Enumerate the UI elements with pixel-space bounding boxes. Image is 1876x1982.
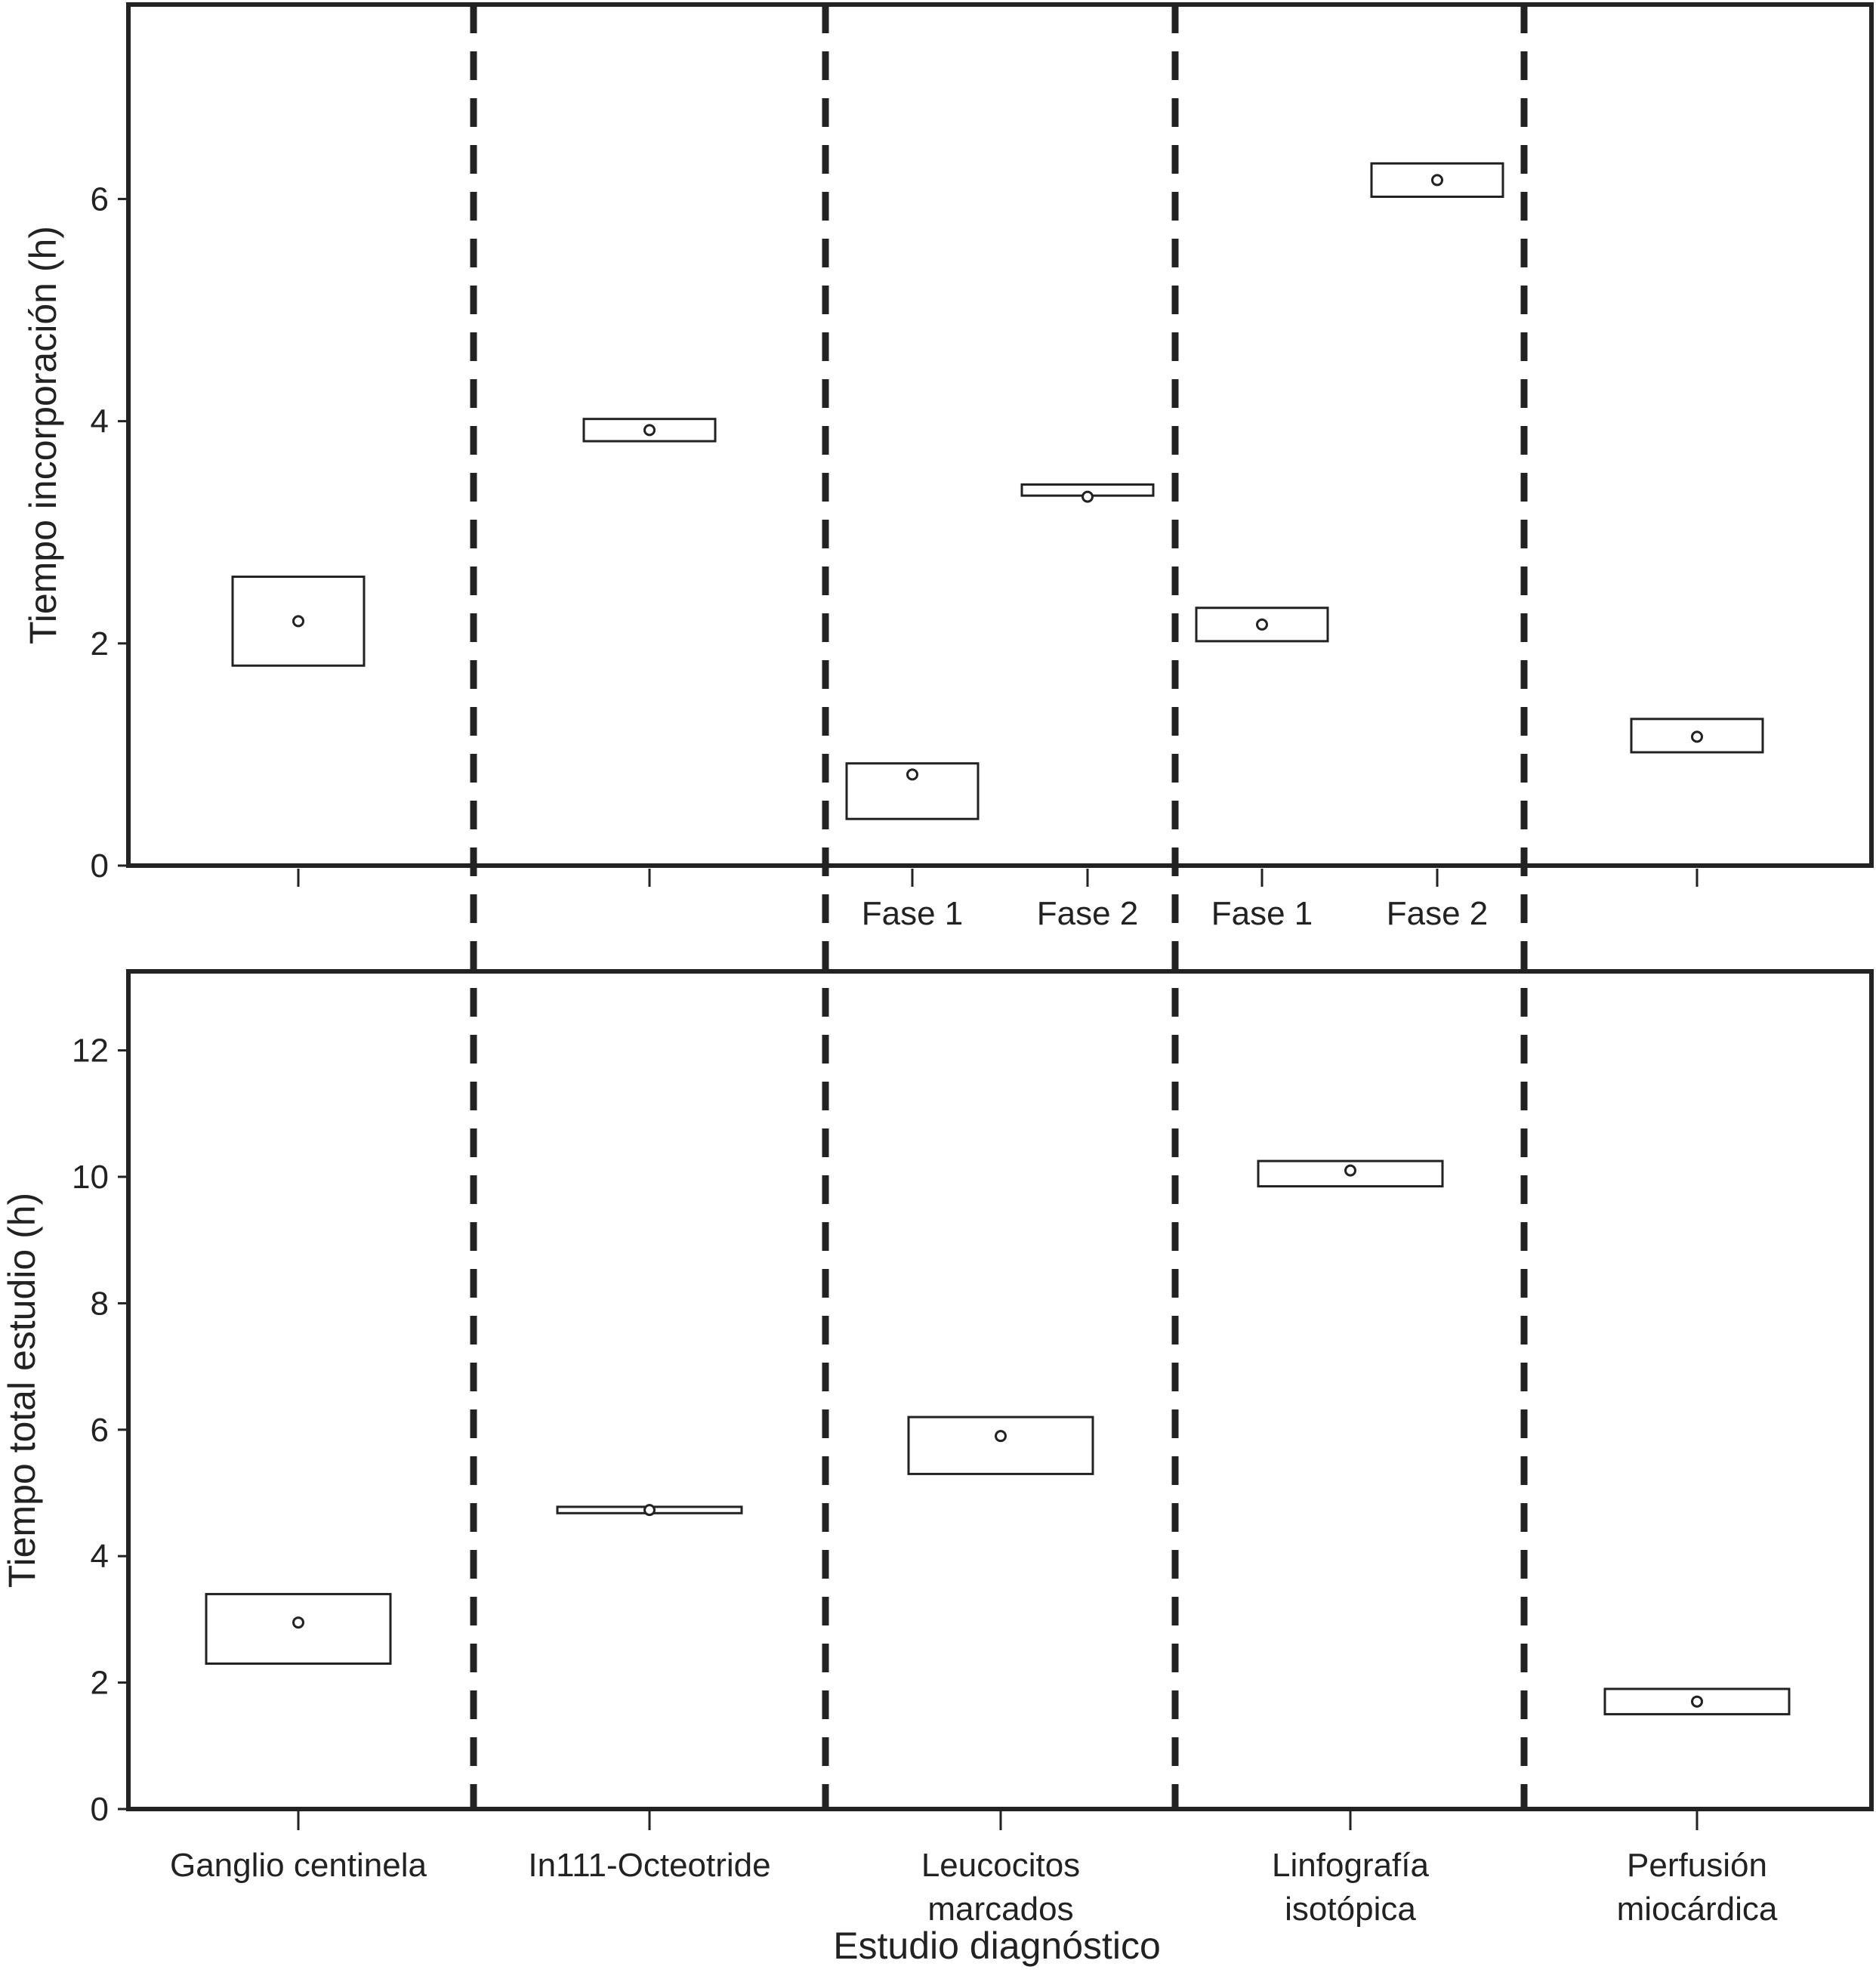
x-category-label: isotópica	[1285, 1891, 1416, 1928]
x-axis-title: Estudio diagnóstico	[833, 1925, 1161, 1967]
data-point-leucocitos-marcados-fase-1	[908, 770, 918, 780]
data-point-linfografia-isotopica-fase-1	[1257, 619, 1267, 629]
x-category-label: In111-Octeotride	[528, 1847, 771, 1884]
data-point-in111-octeotride	[645, 425, 655, 435]
top-panel	[22, 5, 1871, 932]
box-ganglio-centinela	[206, 1594, 390, 1663]
data-point-leucocitos-marcados-fase-2	[1083, 492, 1093, 502]
y-tick-label: 4	[90, 403, 109, 440]
x-category-label: Ganglio centinela	[169, 1847, 427, 1884]
x-sub-label: Fase 1	[861, 895, 964, 932]
data-point-linfografia-isotopica-fase-2	[1433, 175, 1442, 185]
x-category-label: Leucocitos	[921, 1847, 1081, 1884]
x-category-label: miocárdica	[1616, 1891, 1778, 1928]
x-sub-label: Fase 1	[1211, 895, 1313, 932]
data-point-ganglio-centinela	[294, 1618, 304, 1628]
y-tick-label: 0	[90, 847, 109, 884]
x-category-label: marcados	[927, 1891, 1074, 1928]
y-axis-title: Tiempo incorporación (h)	[22, 226, 64, 644]
y-tick-label: 12	[72, 1032, 109, 1070]
data-point-perfusion-miocardica	[1692, 732, 1702, 742]
y-tick-label: 2	[90, 625, 109, 662]
labels	[170, 1847, 1778, 1967]
data-point-perfusion-miocardica	[1692, 1696, 1702, 1706]
y-tick-label: 0	[90, 1791, 109, 1828]
category-dividers	[474, 5, 1524, 1809]
x-sub-label: Fase 2	[1386, 895, 1489, 932]
y-tick-label: 6	[90, 181, 109, 218]
data-point-linfografia-isotopica	[1346, 1165, 1356, 1175]
bottom-panel	[1, 971, 1871, 1830]
y-tick-label: 6	[90, 1411, 109, 1449]
y-tick-label: 8	[90, 1285, 109, 1323]
plot-frame	[128, 5, 1871, 866]
x-category-label: Perfusión	[1627, 1847, 1767, 1884]
y-tick-label: 4	[90, 1538, 109, 1576]
y-tick-label: 2	[90, 1664, 109, 1702]
y-tick-label: 10	[72, 1159, 109, 1196]
x-sub-label: Fase 2	[1036, 895, 1139, 932]
data-point-leucocitos-marcados	[996, 1431, 1006, 1441]
data-point-in111-octeotride	[645, 1505, 655, 1515]
data-point-ganglio-centinela	[294, 616, 304, 626]
box-leucocitos-marcados	[909, 1417, 1093, 1474]
y-axis-title: Tiempo total estudio (h)	[1, 1192, 43, 1588]
plot-frame	[128, 971, 1871, 1809]
x-category-label: Linfografía	[1272, 1847, 1429, 1884]
